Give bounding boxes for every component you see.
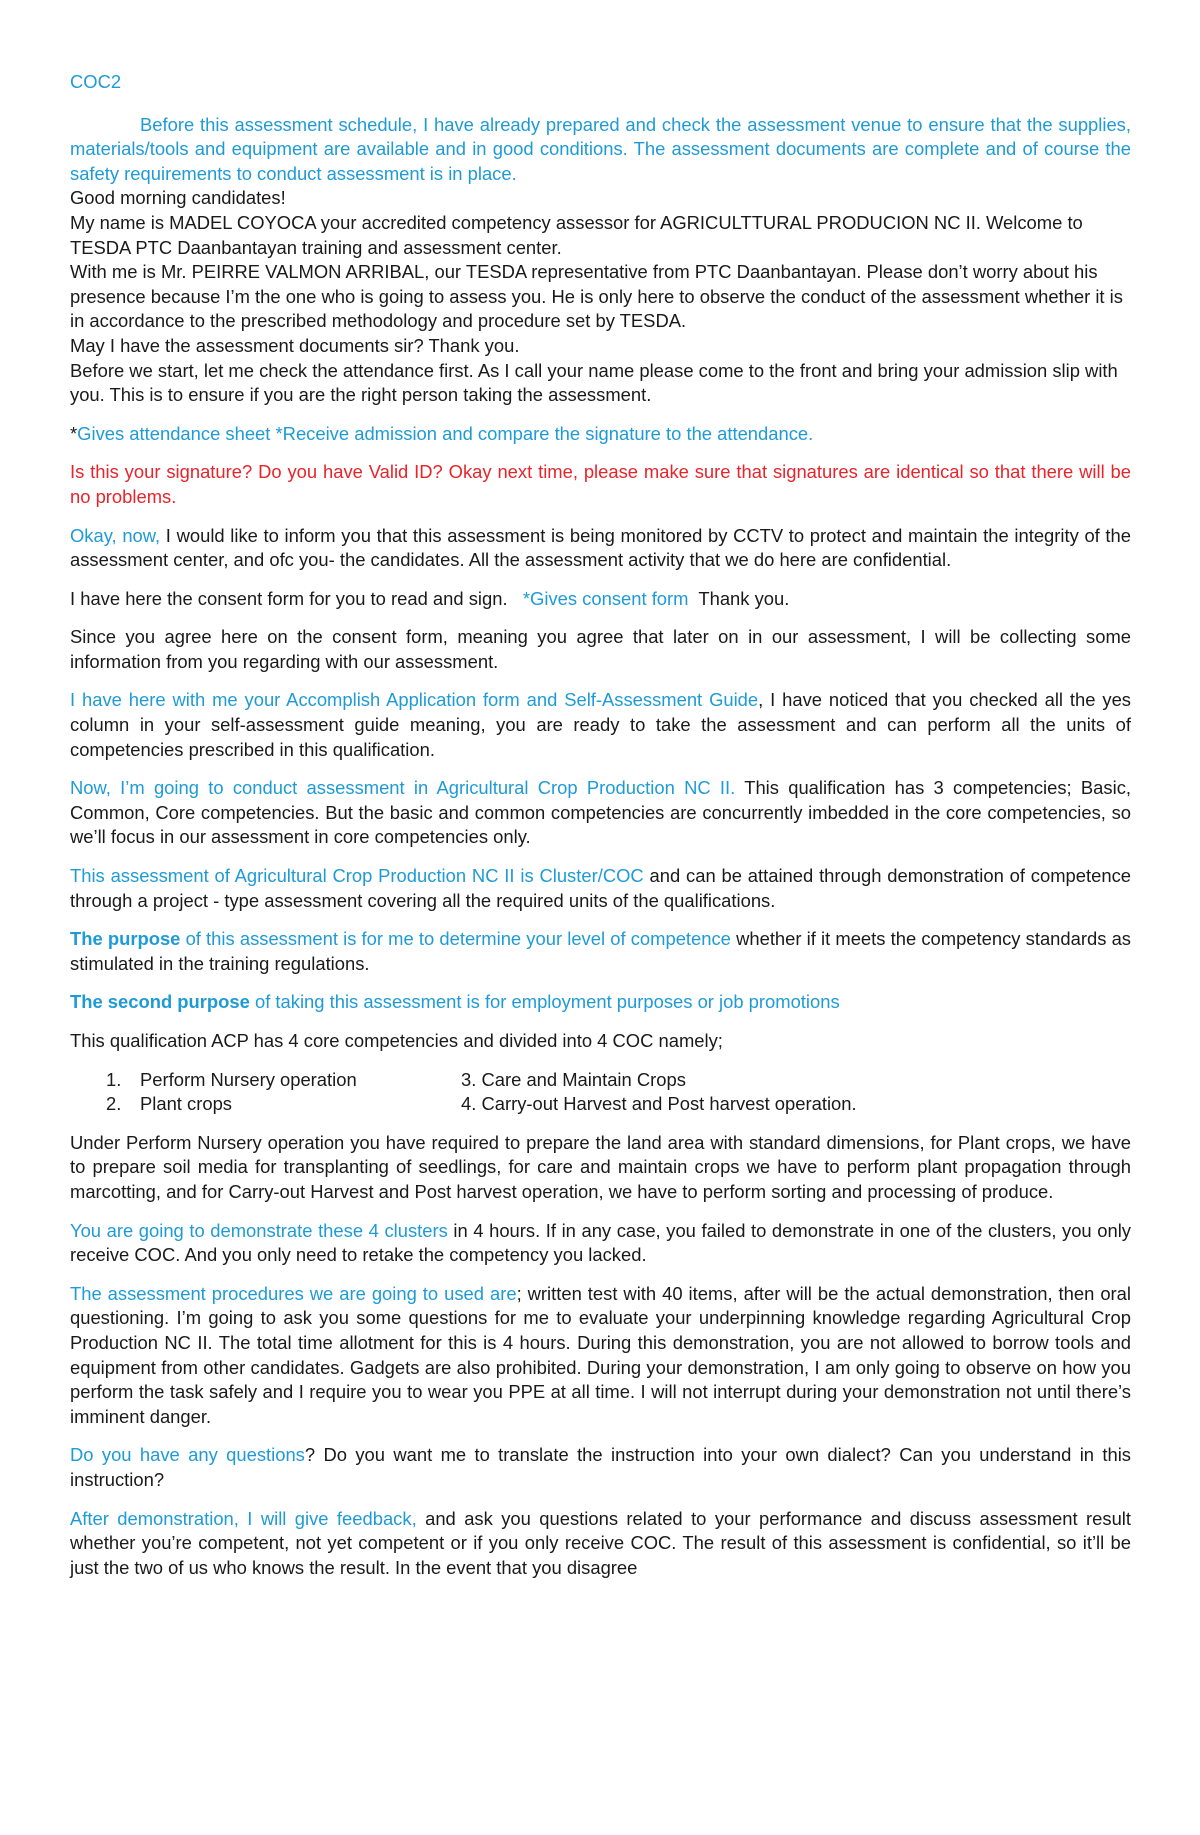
list-item: [106, 1092, 461, 1117]
conduct-rest: This qualification has 3 competencies; Basic, Common, Core competencies. But the basic and common competencies are concurrently imbedded in the core competencies, so we’ll focus in our assessment in core competencies only.: [70, 777, 1131, 848]
under-paragraph: Under Perform Nursery operation you have required to prepare the land area with standard dimensions, for Plant crops, we have to prepare soil media for transplanting of seedlings, for care and maintain crops we have to perform plant propagation through marcotting, and for Carry-out Harvest and Post harvest operation, we have to perform sorting and processing of produce.: [70, 1131, 1131, 1202]
documents-request: May I have the assessment documents sir? Thank you.: [70, 334, 520, 356]
questions-paragraph: [70, 1443, 1131, 1492]
list-item-label: Care and Maintain Crops: [481, 1068, 686, 1090]
consent-thanks: Thank you.: [688, 587, 790, 609]
cluster-lead: This assessment of Agricultural Crop Production NC II is Cluster/COC: [70, 865, 644, 887]
observer-intro: With me is Mr. PEIRRE VALMON ARRIBAL, our TESDA representative from PTC Daanbantayan. Please don’t worry about his presence because I’m the one who is going to assess you. He is only here to observe the conduct of the assessment whether it is in accordance to the prescribed methodology and procedure set by TESDA.: [70, 261, 1123, 332]
assessor-intro: My name is MADEL COYOCA your accredited competency assessor for AGRICULTTURAL PRODUCION NC II. Welcome to TESDA PTC Daanbantayan training and assessment center.: [70, 211, 1083, 258]
procedures-lead: The assessment procedures we are going to used are: [70, 1282, 517, 1304]
application-lead: I have here with me your Accomplish Application form and Self-Assessment Guide: [70, 689, 759, 711]
doc-title: COC2: [70, 71, 122, 92]
questions-lead: Do you have any questions: [70, 1444, 305, 1466]
second-purpose-paragraph: [70, 990, 1131, 1015]
list-item-label: Plant crops: [140, 1093, 232, 1115]
list-item-number: 2.: [106, 1093, 122, 1115]
competency-list: [106, 1068, 1131, 1117]
application-rest: , I have noticed that you checked all the yes column in your self-assessment guide meaning, you are ready to take the assessment and can perform all the units of competencies prescribed in this qualification.: [70, 689, 1131, 760]
demonstrate-lead: You are going to demonstrate these 4 clusters: [70, 1219, 448, 1241]
agree-paragraph: Since you agree here on the consent form, meaning you agree that later on in our assessment, I will be collecting some information from you regarding with our assessment.: [70, 626, 1131, 672]
list-item-label: Carry-out Harvest and Post harvest operation.: [481, 1093, 857, 1115]
signature-check: Is this your signature? Do you have Valid ID? Okay next time, please make sure that signatures are identical so that there will be no problems.: [70, 461, 1131, 507]
list-item-number: 4.: [461, 1093, 477, 1115]
cluster-paragraph: [70, 864, 1131, 913]
procedures-paragraph: [70, 1282, 1131, 1430]
document-page: [70, 70, 1131, 1580]
attendance-note: [70, 422, 1131, 447]
conduct-paragraph: [70, 776, 1131, 850]
attendance-paragraph: Before we start, let me check the attendance first. As I call your name please come to the front and bring your admission slip with you. This is to ensure if you are the right person taking the assessment.: [70, 359, 1118, 406]
coc-intro: This qualification ACP has 4 core competencies and divided into 4 COC namely;: [70, 1030, 723, 1051]
demonstrate-paragraph: [70, 1219, 1131, 1268]
conduct-lead: Now, I’m going to conduct assessment in Agricultural Crop Production NC II.: [70, 777, 736, 799]
cctv-paragraph: [70, 524, 1131, 573]
list-item: [106, 1068, 461, 1093]
greeting: Good morning candidates!: [70, 187, 286, 209]
cctv-rest: I would like to inform you that this assessment is being monitored by CCTV to protect and maintain the integrity of the assessment center, and ofc you- the candidates. All the assessment activity that we do here are confidential.: [70, 524, 1132, 571]
feedback-lead: After demonstration, I will give feedback,: [70, 1507, 417, 1529]
feedback-rest: and ask you questions related to your performance and discuss assessment result whether you’re competent, not yet competent or if you only receive COC. The result of this assessment is confidential, so it’ll be just the two of us who knows the result. In the event that you disagree: [70, 1507, 1131, 1578]
second-purpose-blue: of taking this assessment is for employment purposes or job promotions: [249, 991, 840, 1013]
cctv-lead: Okay, now,: [70, 524, 161, 546]
consent-note: *Gives consent form: [522, 587, 689, 609]
list-item-number: 1.: [106, 1068, 122, 1090]
cluster-rest: and can be attained through demonstration of competence through a project - type assessment covering all the required units of the qualifications.: [70, 865, 1131, 911]
purpose-paragraph: [70, 927, 1131, 976]
list-item-number: 3.: [461, 1068, 477, 1090]
consent-text: I have here the consent form for you to read and sign.: [70, 587, 523, 609]
purpose-bold: The purpose: [70, 928, 181, 950]
list-item: [461, 1092, 861, 1117]
demonstrate-rest: in 4 hours. If in any case, you failed to demonstrate in one of the clusters, you only receive COC. And you only need to retake the competency you lacked.: [70, 1219, 1131, 1266]
purpose-blue: of this assessment is for me to determine your level of competence: [180, 928, 731, 950]
application-paragraph: [70, 688, 1131, 762]
consent-paragraph: [70, 587, 1131, 612]
procedures-rest: ; written test with 40 items, after will be the actual demonstration, then oral questioning. I’m going to ask you some questions for me to evaluate your underpinning knowledge regarding Agricultural Crop Production NC II. The total time allotment for this is 4 hours. During this demonstration, you are not allowed to borrow tools and equipment from other candidates. Gadgets are also prohibited. During your demonstration, I am only going to observe on how you perform the task safely and I require you to wear you PPE at all time. I will not interrupt during your demonstration not until there’s imminent danger.: [70, 1282, 1131, 1427]
purpose-rest: whether if it meets the competency standards as stimulated in the training regulations.: [70, 928, 1131, 974]
feedback-paragraph: [70, 1507, 1131, 1581]
questions-rest: ? Do you want me to translate the instruction into your own dialect? Can you understand in this instruction?: [70, 1444, 1131, 1490]
attendance-note-star: *: [70, 422, 78, 444]
attendance-note-text: Gives attendance sheet *Receive admission and compare the signature to the attendance.: [77, 422, 814, 444]
intro-paragraph: Before this assessment schedule, I have already prepared and check the assessment venue to ensure that the supplies, materials/tools and equipment are available and in good conditions. The assessment documents are complete and of course the safety requirements to conduct assessment is in place.: [70, 113, 1131, 184]
list-item-label: Perform Nursery operation: [140, 1068, 357, 1090]
second-purpose-bold: The second purpose: [70, 991, 250, 1013]
list-item: [461, 1068, 861, 1093]
